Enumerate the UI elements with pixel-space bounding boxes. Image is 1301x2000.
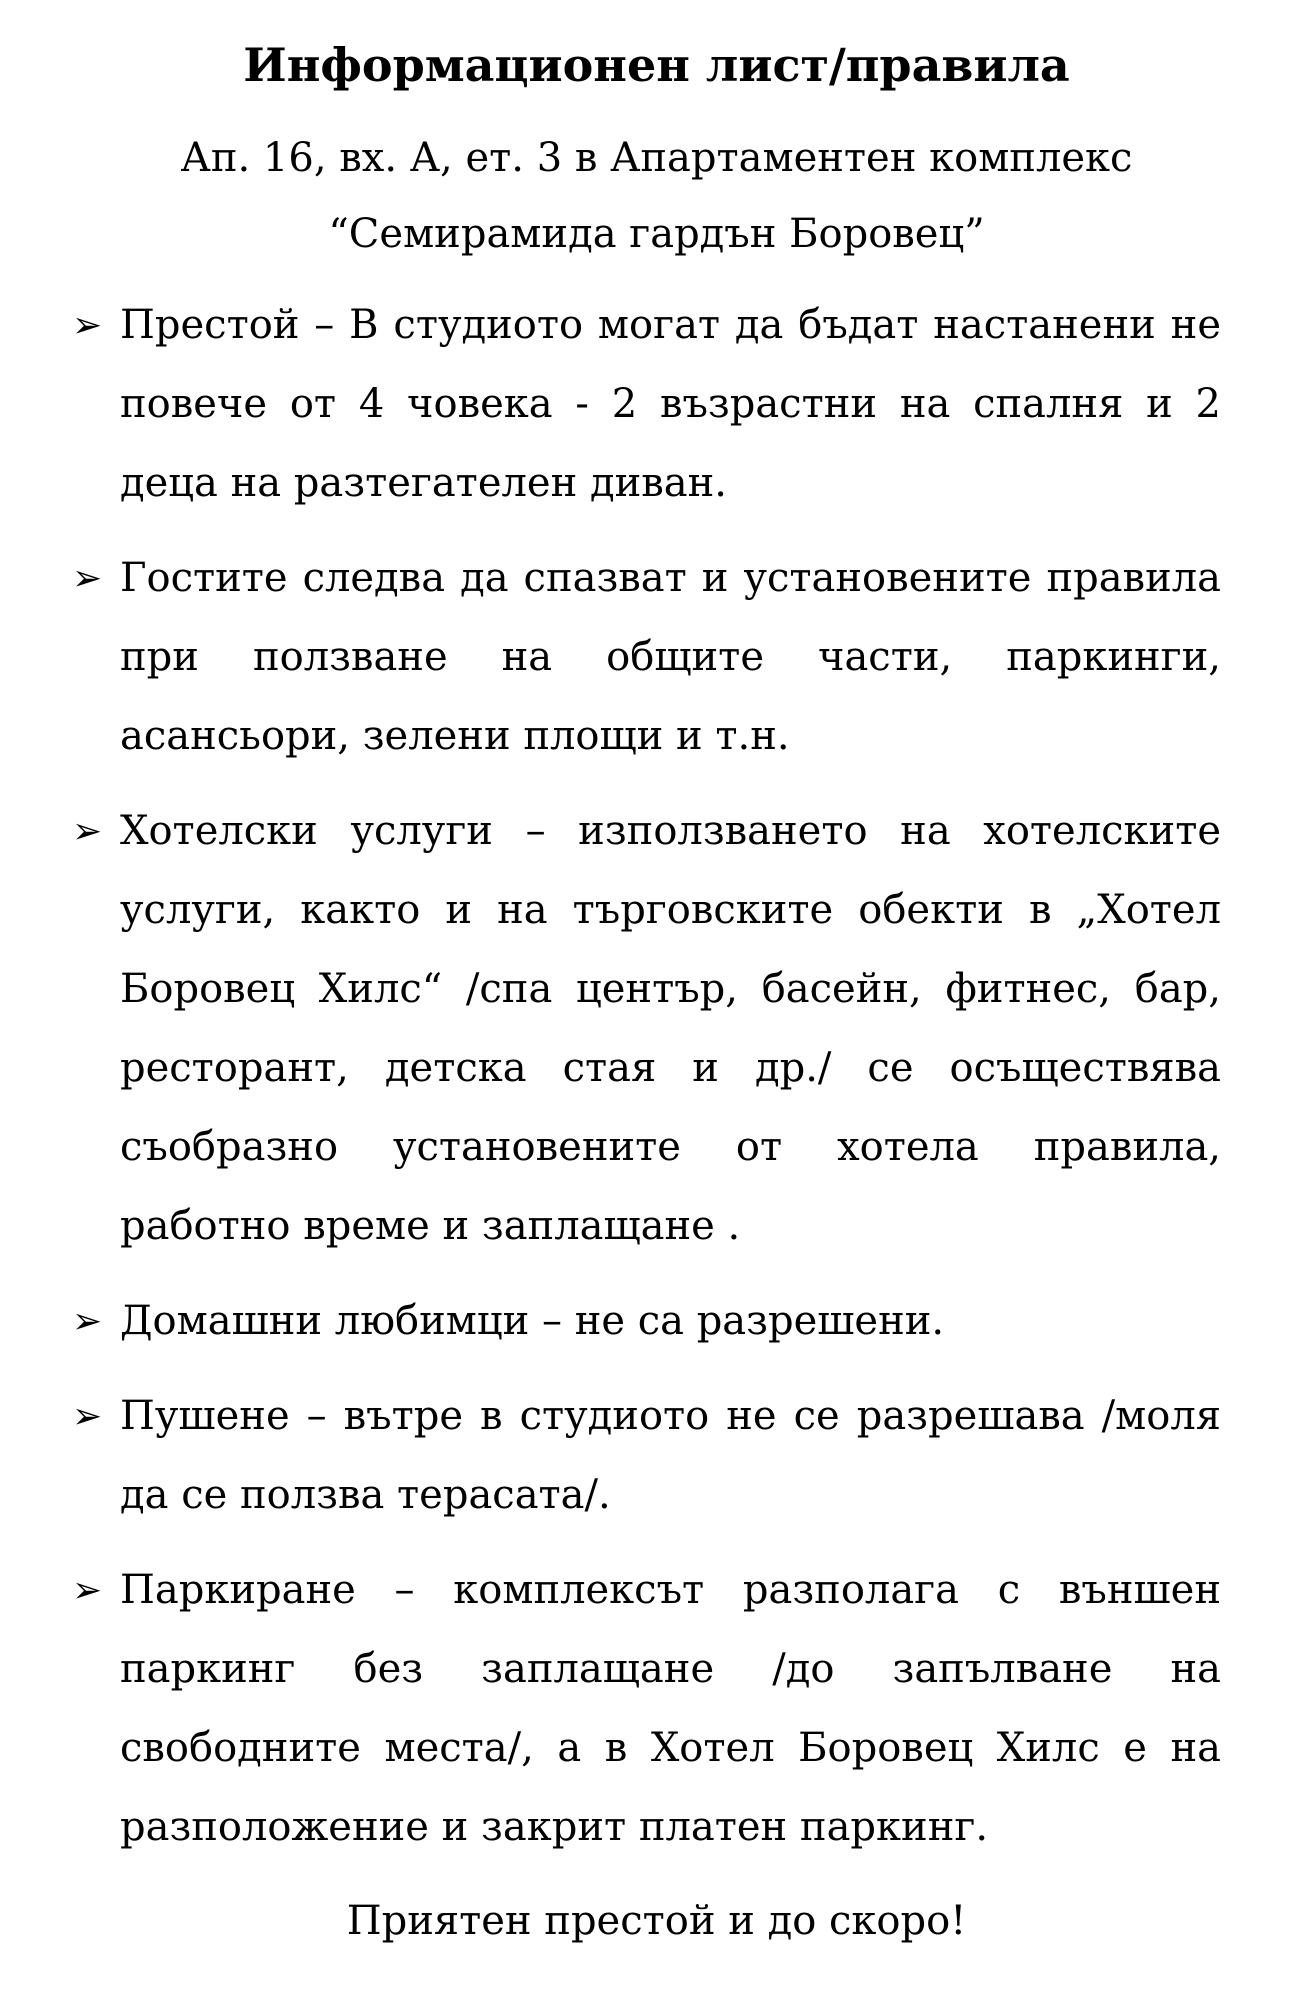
rule-text: Паркиране – комплексът разполага с външен паркинг без заплащане /до запълване на свободните места/, а в Хотел Боровец Хилс е на разположение и закрит платен паркинг.: [120, 1567, 1221, 1850]
address-line-2: “Семирамида гардън Боровец”: [328, 211, 985, 257]
rule-text: Престой – В студиото могат да бъдат настанени не повече от 4 човека - 2 възрастни на спалня и 2 деца на разтегателен диван.: [120, 302, 1221, 506]
rule-item-guests: [72, 539, 1221, 776]
arrow-bullet-icon: ➢: [72, 305, 103, 346]
rule-item-pets: [72, 1282, 1221, 1361]
arrow-bullet-icon: ➢: [72, 1570, 103, 1611]
arrow-bullet-icon: ➢: [72, 558, 103, 599]
address-line-1: Ап. 16, вх. А, ет. 3 в Апартаментен комплекс: [180, 135, 1133, 181]
rule-item-stay: [72, 286, 1221, 523]
closing-greeting: Приятен престой и до скоро!: [346, 1898, 967, 1944]
arrow-bullet-icon: ➢: [72, 1396, 103, 1437]
rule-text: Хотелски услуги – използването на хотелските услуги, както и на търговските обекти в „Хотел Боровец Хилс“ /спа център, басейн, фитнес, бар, ресторант, детска стая и др./ се осъществява съобразно установените от хотела правила, работно време и заплащане .: [120, 808, 1221, 1249]
rule-text: Пушене – вътре в студиото не се разрешава /моля да се ползва терасата/.: [120, 1393, 1221, 1518]
page-title: Информационен лист/правила: [243, 38, 1070, 92]
rule-text: Домашни любимци – не са разрешени.: [120, 1298, 945, 1344]
rule-item-smoking: [72, 1377, 1221, 1535]
arrow-bullet-icon: ➢: [72, 811, 103, 852]
rule-text: Гостите следва да спазват и установените правила при ползване на общите части, паркинги, асансьори, зелени площи и т.н.: [120, 555, 1221, 759]
rules-list: [72, 286, 1221, 1867]
rule-item-hotel-services: [72, 792, 1221, 1266]
rule-item-parking: [72, 1551, 1221, 1867]
arrow-bullet-icon: ➢: [72, 1301, 103, 1342]
